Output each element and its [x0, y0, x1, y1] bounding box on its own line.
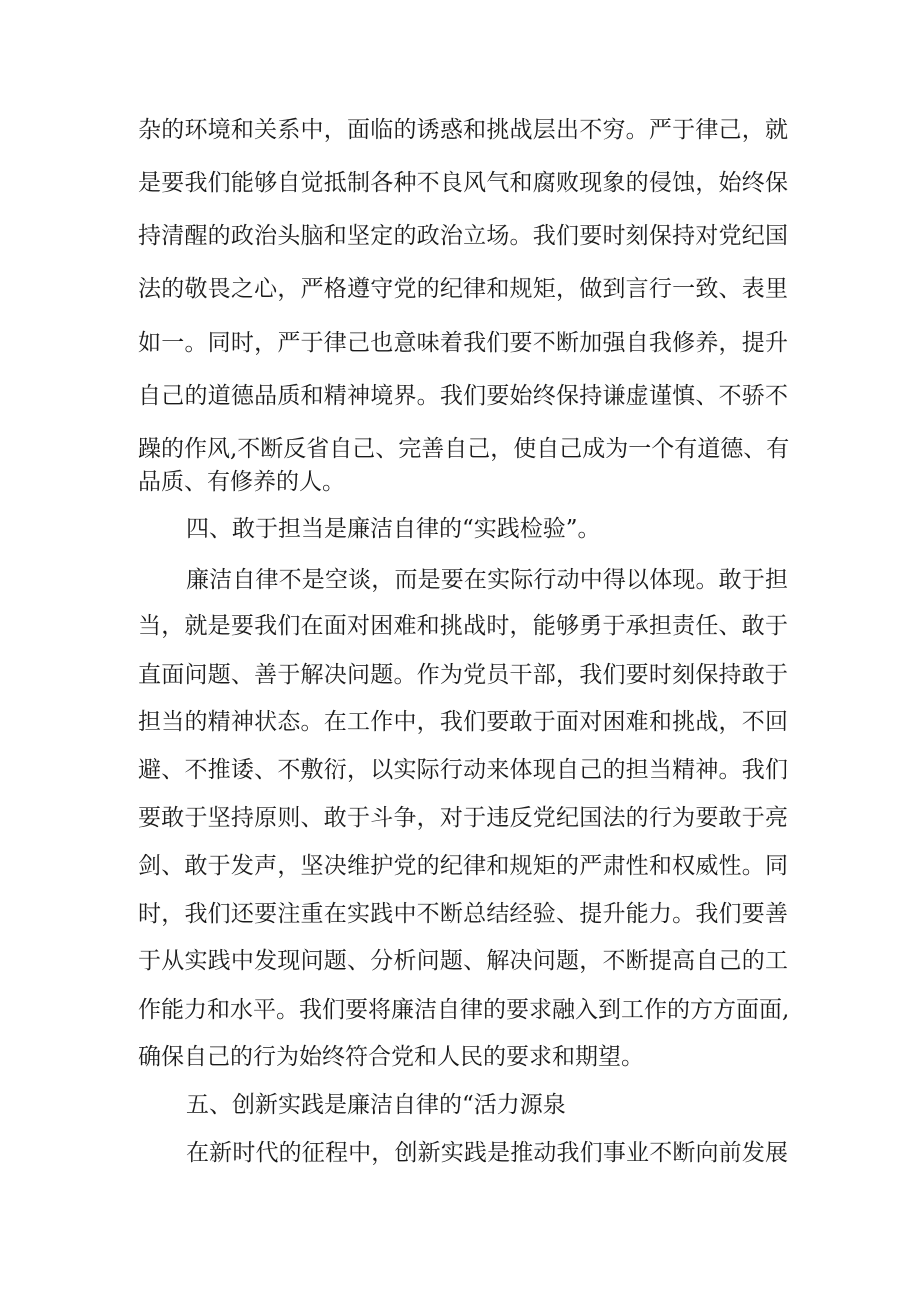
text-line: 如一。同时，严于律己也意味着我们要不断加强自我修养，提升 — [138, 330, 788, 356]
text-line: 避、不推诿、不敷衍，以实际行动来体现自己的担当精神。我们 — [138, 757, 788, 783]
text-line: 确保自己的行为始终符合党和人民的要求和期望。 — [138, 1044, 644, 1070]
paragraph-first-line: 廉洁自律不是空谈，而是要在实际行动中得以体现。敢于担 — [186, 567, 788, 593]
text-line: 于从实践中发现问题、分析问题、解决问题，不断提高自己的工 — [138, 948, 788, 974]
text-line: 担当的精神状态。在工作中，我们要敢于面对困难和挑战，不回 — [138, 709, 788, 735]
text-line: 时，我们还要注重在实践中不断总结经验、提升能力。我们要善 — [138, 901, 788, 927]
text-line: 是要我们能够自觉抵制各种不良风气和腐败现象的侵蚀，始终保 — [138, 170, 788, 196]
text-line: 品质、有修养的人。 — [138, 469, 345, 495]
text-line: 持清醒的政治头脑和坚定的政治立场。我们要时刻保持对党纪国 — [138, 223, 788, 249]
text-line: 躁的作风,不断反省自己、完善自己，使自己成为一个有道德、有 — [138, 436, 790, 462]
section-heading-4: 四、敢于担当是廉洁自律的“实践检验”。 — [186, 516, 601, 542]
text-line: 法的敬畏之心，严格遵守党的纪律和规矩，做到言行一致、表里 — [138, 276, 788, 302]
text-line: 直面问题、善于解决问题。作为党员干部，我们要时刻保持敢于 — [138, 662, 788, 688]
text-line: 自己的道德品质和精神境界。我们要始终保持谦虚谨慎、不骄不 — [138, 383, 788, 409]
paragraph-first-line: 在新时代的征程中，创新实践是推动我们事业不断向前发展 — [186, 1140, 788, 1166]
text-line: 要敢于坚持原则、敢于斗争，对于违反党纪国法的行为要敢于亮 — [138, 805, 788, 831]
text-line: 当，就是要我们在面对困难和挑战时，能够勇于承担责任、敢于 — [138, 613, 788, 639]
text-line: 作能力和水平。我们要将廉洁自律的要求融入到工作的方方面面, — [138, 997, 790, 1023]
text-line: 剑、敢于发声，坚决维护党的纪律和规矩的严肃性和权威性。同 — [138, 853, 788, 879]
section-heading-5: 五、创新实践是廉洁自律的“活力源泉 — [186, 1092, 566, 1118]
text-line: 杂的环境和关系中，面临的诱惑和挑战层出不穷。严于律己，就 — [138, 117, 788, 143]
